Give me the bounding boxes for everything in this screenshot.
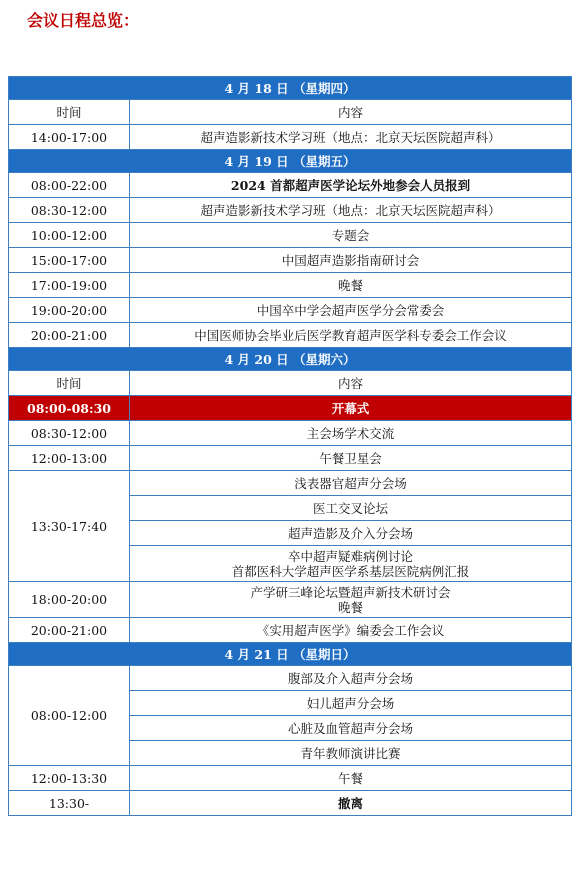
schedule-row <box>9 582 572 618</box>
time-cell: 17:00-19:00 <box>9 273 130 298</box>
time-cell: 08:30-12:00 <box>9 421 130 446</box>
time-cell: 12:00-13:30 <box>9 766 130 791</box>
schedule-row <box>9 173 572 198</box>
content-cell: 浅表器官超声分会场 <box>130 471 572 496</box>
time-cell: 08:30-12:00 <box>9 198 130 223</box>
schedule-row <box>9 298 572 323</box>
content-cell: 腹部及介入超声分会场 <box>130 666 572 691</box>
content-cell: 主会场学术交流 <box>130 421 572 446</box>
day-label: 4 月 18 日 （星期四） <box>9 77 572 100</box>
schedule-row <box>9 421 572 446</box>
content-cell: 撤离 <box>130 791 572 816</box>
day-label: 4 月 21 日 （星期日） <box>9 643 572 666</box>
content-column-header: 内容 <box>130 100 572 125</box>
day-label: 4 月 19 日 （星期五） <box>9 150 572 173</box>
time-cell: 08:00-22:00 <box>9 173 130 198</box>
content-cell: 医工交叉论坛 <box>130 496 572 521</box>
time-cell: 19:00-20:00 <box>9 298 130 323</box>
content-cell: 2024 首都超声医学论坛外地参会人员报到 <box>130 173 572 198</box>
time-cell: 14:00-17:00 <box>9 125 130 150</box>
content-cell: 中国医师协会毕业后医学教育超声医学科专委会工作会议 <box>130 323 572 348</box>
schedule-row <box>9 198 572 223</box>
content-column-header: 内容 <box>130 371 572 396</box>
time-cell: 20:00-21:00 <box>9 323 130 348</box>
content-cell: 《实用超声医学》编委会工作会议 <box>130 618 572 643</box>
content-cell: 超声造影及介入分会场 <box>130 521 572 546</box>
column-header-row <box>9 100 572 125</box>
content-cell: 中国超声造影指南研讨会 <box>130 248 572 273</box>
content-cell: 中国卒中学会超声医学分会常委会 <box>130 298 572 323</box>
time-cell: 10:00-12:00 <box>9 223 130 248</box>
content-cell: 晚餐 <box>130 273 572 298</box>
content-cell: 午餐卫星会 <box>130 446 572 471</box>
schedule-row <box>9 396 572 421</box>
time-cell: 12:00-13:00 <box>9 446 130 471</box>
content-cell: 产学研三峰论坛暨超声新技术研讨会 晚餐 <box>130 582 572 618</box>
schedule-row <box>9 248 572 273</box>
time-cell: 18:00-20:00 <box>9 582 130 618</box>
content-cell: 超声造影新技术学习班（地点：北京天坛医院超声科） <box>130 198 572 223</box>
content-cell: 心脏及血管超声分会场 <box>130 716 572 741</box>
schedule-row <box>9 323 572 348</box>
time-cell: 13:30-17:40 <box>9 471 130 582</box>
content-cell: 青年教师演讲比赛 <box>130 741 572 766</box>
time-cell: 13:30- <box>9 791 130 816</box>
schedule-row <box>9 223 572 248</box>
time-cell: 20:00-21:00 <box>9 618 130 643</box>
schedule-body <box>9 77 572 816</box>
schedule-row <box>9 273 572 298</box>
page-title: 会议日程总览： <box>27 11 140 30</box>
time-column-header: 时间 <box>9 371 130 396</box>
content-cell: 妇儿超声分会场 <box>130 691 572 716</box>
time-cell: 08:00-08:30 <box>9 396 130 421</box>
content-cell: 开幕式 <box>130 396 572 421</box>
day-header-row <box>9 150 572 173</box>
day-header-row <box>9 348 572 371</box>
day-header-row <box>9 77 572 100</box>
content-cell: 午餐 <box>130 766 572 791</box>
content-cell: 专题会 <box>130 223 572 248</box>
day-header-row <box>9 643 572 666</box>
time-cell: 15:00-17:00 <box>9 248 130 273</box>
schedule-row <box>9 618 572 643</box>
schedule-table <box>8 76 572 816</box>
column-header-row <box>9 371 572 396</box>
schedule-row <box>9 666 572 691</box>
time-column-header: 时间 <box>9 100 130 125</box>
schedule-row <box>9 791 572 816</box>
content-cell: 超声造影新技术学习班（地点：北京天坛医院超声科） <box>130 125 572 150</box>
time-cell: 08:00-12:00 <box>9 666 130 766</box>
content-cell: 卒中超声疑难病例讨论 首都医科大学超声医学系基层医院病例汇报 <box>130 546 572 582</box>
schedule-row <box>9 446 572 471</box>
schedule-row <box>9 471 572 496</box>
day-label: 4 月 20 日 （星期六） <box>9 348 572 371</box>
schedule-row <box>9 766 572 791</box>
schedule-row <box>9 125 572 150</box>
